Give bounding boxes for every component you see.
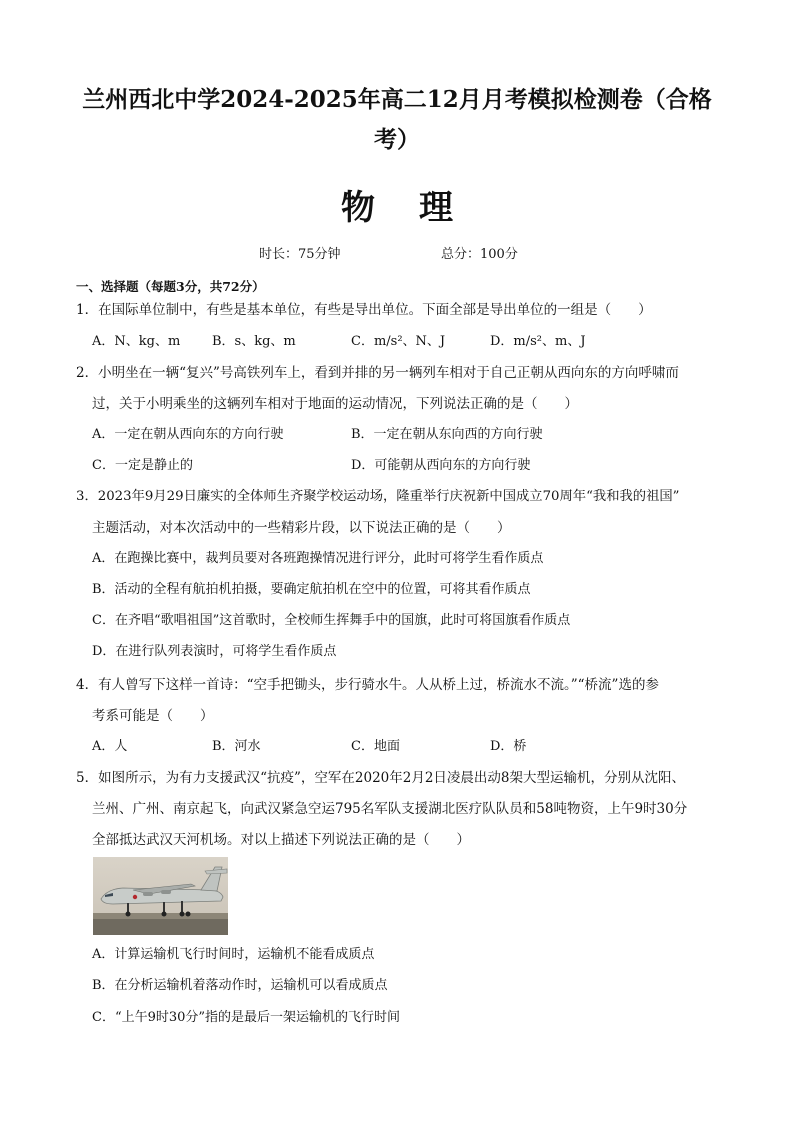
- exam-title: [60, 80, 734, 160]
- transport-aircraft-photo: [93, 857, 228, 935]
- exam-duration: 时长：75分钟: [259, 247, 341, 262]
- question-2-option-d: D．可能朝从西向东的方向行驶: [351, 458, 531, 473]
- question-4-stem-line2: 考系可能是（ ）: [92, 708, 214, 724]
- question-1-stem: 1．在国际单位制中，有些是基本单位，有些是导出单位。下面全部是导出单位的一组是（ ）: [76, 302, 652, 318]
- question-4-stem-line1: 4．有人曾写下这样一首诗：“空手把锄头，步行骑水牛。人从桥上过，桥流水不流。”“桥流”选的参: [76, 677, 659, 693]
- question-5-option-b: B．在分析运输机着落动作时，运输机可以看成质点: [92, 978, 388, 993]
- exam-title-line1: 兰州西北中学2024-2025年高二12月月考模拟检测卷（合格: [82, 86, 712, 113]
- question-5-stem-line2: 兰州、广州、南京起飞，向武汉紧急空运795名军队支援湖北医疗队队员和58吨物资，上午9时30分: [92, 801, 688, 817]
- exam-total-score: 总分：100分: [441, 247, 518, 262]
- question-4-option-a: A．人: [92, 739, 128, 754]
- question-2-stem-line2: 过，关于小明乘坐的这辆列车相对于地面的运动情况，下列说法正确的是（ ）: [92, 396, 578, 412]
- question-2-option-b: B．一定在朝从东向西的方向行驶: [351, 427, 543, 442]
- question-5-option-a: A．计算运输机飞行时间时，运输机不能看成质点: [92, 947, 375, 962]
- question-4-option-c: C．地面: [351, 739, 400, 754]
- question-2-stem-line1: 2．小明坐在一辆“复兴”号高铁列车上，看到并排的另一辆列车相对于自己正朝从西向东的方向呼啸而: [76, 365, 679, 381]
- question-2-option-a: A．一定在朝从西向东的方向行驶: [92, 427, 284, 442]
- question-3-option-d: D．在进行队列表演时，可将学生看作质点: [92, 644, 337, 659]
- question-2-option-c: C．一定是静止的: [92, 458, 193, 473]
- question-3-option-b: B．活动的全程有航拍机拍摄，要确定航拍机在空中的位置，可将其看作质点: [92, 582, 531, 597]
- question-3-stem-line2: 主题活动，对本次活动中的一些精彩片段，以下说法正确的是（ ）: [92, 520, 511, 536]
- question-1-option-c: C．m/s²、N、J: [351, 334, 446, 349]
- question-5-stem-line3: 全部抵达武汉天河机场。对以上描述下列说法正确的是（ ）: [92, 832, 470, 848]
- question-3-option-a: A．在跑操比赛中，裁判员要对各班跑操情况进行评分，此时可将学生看作质点: [92, 551, 544, 566]
- question-1-option-d: D．m/s²、m、J: [490, 334, 586, 349]
- question-1-option-b: B．s、kg、m: [212, 334, 296, 349]
- question-3-stem-line1: 3．2023年9月29日廉实的全体师生齐聚学校运动场，隆重举行庆祝新中国成立70周年“我和我的祖国”: [76, 489, 680, 504]
- question-1-option-a: A．N、kg、m: [92, 334, 181, 349]
- question-4-option-d: D．桥: [490, 739, 527, 754]
- subject-heading: 物理: [341, 188, 497, 228]
- question-5-option-c: C．“上午9时30分”指的是最后一架运输机的飞行时间: [92, 1010, 401, 1025]
- question-4-option-b: B．河水: [212, 739, 261, 754]
- question-5-stem-line1: 5．如图所示，为有力支援武汉“抗疫”，空军在2020年2月2日凌晨出动8架大型运输机，分别从沈阳、: [76, 770, 686, 786]
- aircraft-illustration: [93, 857, 228, 935]
- section-choice-heading: 一、选择题（每题3分，共72分）: [76, 279, 265, 294]
- question-3-option-c: C．在齐唱“歌唱祖国”这首歌时，全校师生挥舞手中的国旗，此时可将国旗看作质点: [92, 613, 571, 628]
- exam-title-line2: 考）: [374, 126, 420, 153]
